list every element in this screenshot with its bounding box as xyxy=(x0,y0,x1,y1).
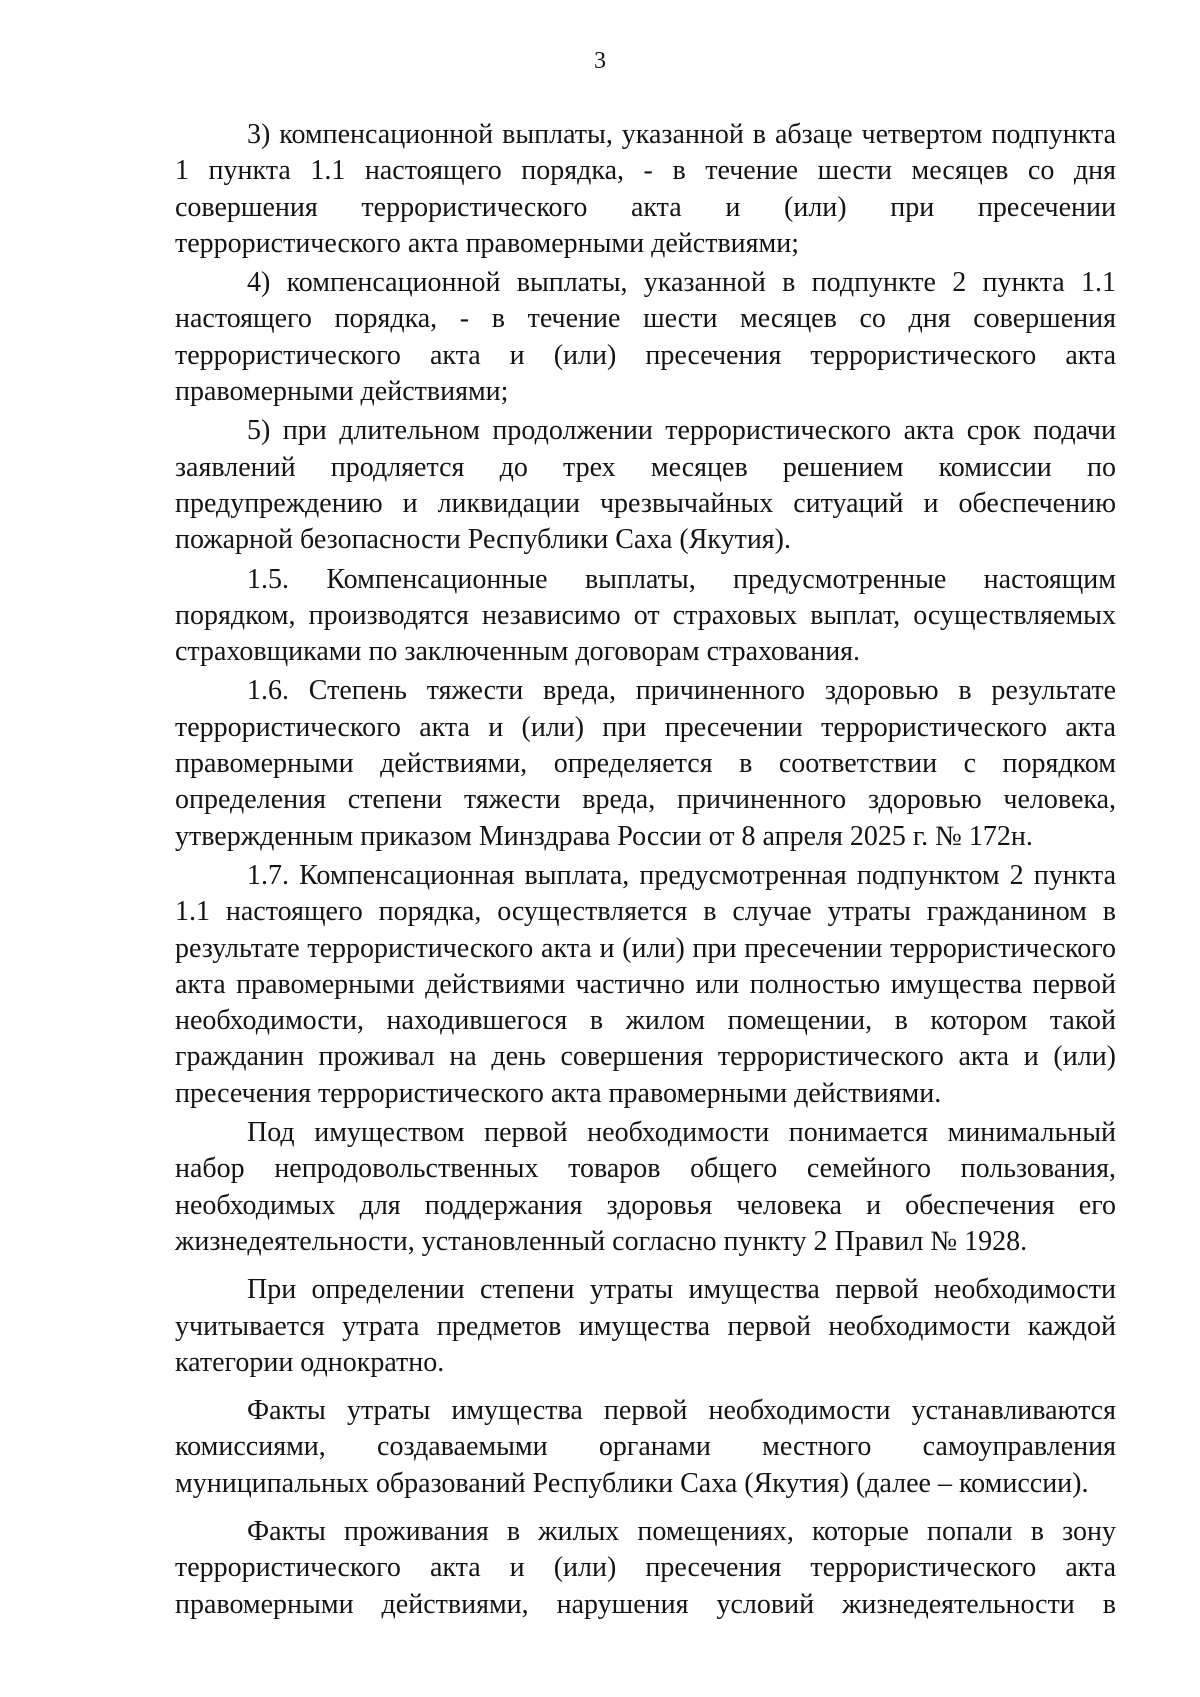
paragraph-subitem-5: 5) при длительном продолжении террористического акта срок подачи заявлений продляется до трех месяцев решением комиссии по предупреждению и ликвидации чрезвычайных ситуаций и обеспечению пожарной безопасности Республики Саха (Якутия). xyxy=(175,415,1116,556)
paragraph-subitem-4: 4) компенсационной выплаты, указанной в подпункте 2 пункта 1.1 настоящего порядка, - в течение шести месяцев со дня совершения террористического акта и (или) пресечения террористического акта правомерными действиями; xyxy=(175,267,1116,408)
paragraph-loss-degree: При определении степени утраты имущества первой необходимости учитывается утрата предметов имущества первой необходимости каждой категории однократно. xyxy=(175,1274,1116,1378)
paragraph-residence-facts: Факты проживания в жилых помещениях, которые попали в зону террористического акта и (или) пресечения террористического акта правомерными действиями, нарушения условий жизнедеятельности в xyxy=(175,1515,1116,1620)
paragraph-essential-property-definition: Под имуществом первой необходимости понимается минимальный набор непродовольственных товаров общего семейного пользования, необходимых для поддержания здоровья человека и обеспечения его жизнедеятельности, установленный согласно пункту 2 Правил № 1928. xyxy=(175,1117,1116,1257)
page-number: 3 xyxy=(594,48,606,74)
paragraph-subitem-3: 3) компенсационной выплаты, указанной в абзаце четвертом подпункта 1 пункта 1.1 настоящего порядка, - в течение шести месяцев со дня совершения террористического акта и (или) при пресечении террористического акта правомерными действиями; xyxy=(175,119,1116,259)
document-body xyxy=(175,117,1116,1623)
paragraph-clause-1-6: 1.6. Степень тяжести вреда, причиненного здоровью в результате террористического акта и (или) при пресечении террористического акта правомерными действиями, определяется в соответствии с порядком определения степени тяжести вреда, причиненного здоровью человека, утвержденным приказом Минздрава России от 8 апреля 2025 г. № 172н. xyxy=(175,675,1116,852)
paragraph-clause-1-7: 1.7. Компенсационная выплата, предусмотренная подпунктом 2 пункта 1.1 настоящего порядка, осуществляется в случае утраты гражданином в результате террористического акта и (или) при пресечении террористического акта правомерными действиями частично или полностью имущества первой необходимости, находившегося в жилом помещении, в котором такой гражданин проживал на день совершения террористического акта и (или) пресечения террористического акта правомерными действиями. xyxy=(175,859,1116,1109)
paragraph-loss-facts: Факты утраты имущества первой необходимости устанавливаются комиссиями, создаваемыми органами местного самоуправления муниципальных образований Республики Саха (Якутия) (далее – комиссии). xyxy=(175,1395,1116,1499)
paragraph-clause-1-5: 1.5. Компенсационные выплаты, предусмотренные настоящим порядком, производятся независимо от страховых выплат, осуществляемых страховщиками по заключенным договорам страхования. xyxy=(175,563,1116,668)
